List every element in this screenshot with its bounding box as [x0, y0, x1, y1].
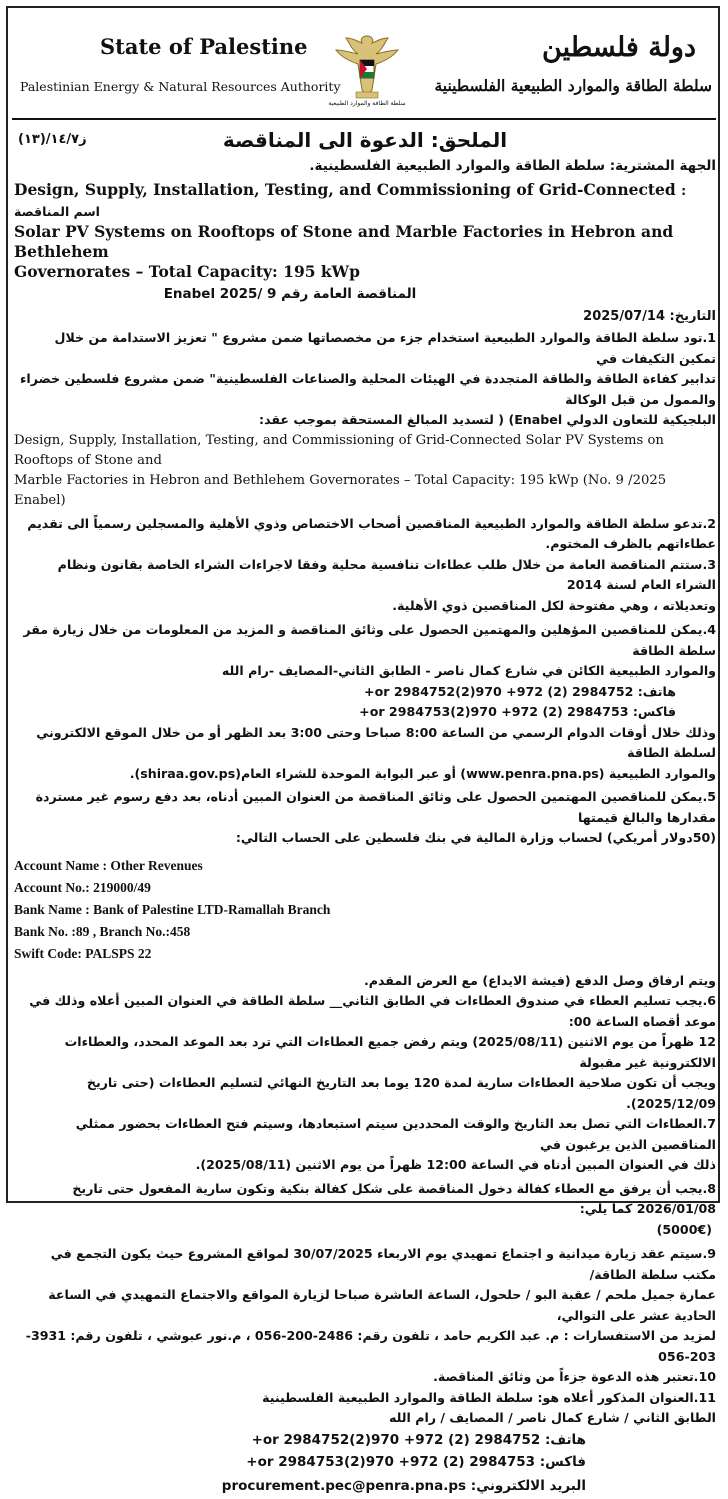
p5-line-1: 5.يمكن للمناقصين المهتمين الحصول على وثائق المناقصة من العنوان المبين أدناه، بعد دفع رسوم غير مستردة مقدارها والبالغ قيمتها: [35, 789, 716, 825]
p9-line-3: لمزيد من الاستفسارات : م. عبد الكريم حامد ، تلفون رقم: 2486-200-056 ، م.نور عبوشي ، تلفون رقم: 3931-203-056: [25, 1328, 716, 1364]
tender-name-line-2: Solar PV Systems on Rooftops of Stone and Marble Factories in Hebron and Bethlehem: [14, 222, 674, 261]
header-divider: [12, 118, 716, 120]
p4-fax: فاكس: 2984753 (2) 972+ or 2984753(2)970+: [359, 704, 676, 719]
header-en-title: State of Palestine: [100, 34, 308, 59]
title-row: [14, 124, 716, 154]
account-name: Account Name : Other Revenues: [14, 857, 203, 873]
paragraph-1: [14, 328, 716, 511]
p4-line-3: وذلك خلال أوقات الدوام الرسمي من الساعة 8:00 صباحا وحتى 3:00 بعد الظهر أو من خلال الموقع الالكتروني لسلطة الطاقة: [36, 724, 716, 760]
p1-line-2: تدابير كفاءة الطاقة والطاقة المتجددة في الهيئات المحلية والصناعات الفلسطينية" ضمن مشروع فلسطين خضراء والممول من قبل الوكالة: [19, 371, 716, 407]
p8-amount: (5000€): [656, 1221, 712, 1237]
tender-number: المناقصة العامة رقم 9 /2025 Enabel: [163, 286, 417, 302]
p7-line-2: ذلك في العنوان المبين أدناه في الساعة 12:00 ظهراً من يوم الاثنين (2025/08/11).: [195, 1157, 716, 1172]
p11-line-1: 11.العنوان المذكور أعلاه هو: سلطة الطاقة والموارد الطبيعية الفلسطينية: [262, 1389, 716, 1405]
p1-en-line-2: Marble Factories in Hebron and Bethlehem Governorates – Total Capacity: 195 kWp (No. 9 /2025 Enabel): [14, 472, 667, 508]
p1-en-line-1: Design, Supply, Installation, Testing, and Commissioning of Grid-Connected Solar PV Systems on Rooftops of Stone and: [14, 432, 664, 468]
bank-name: Bank Name : Bank of Palestine LTD-Ramallah Branch: [14, 901, 331, 917]
letterhead: [14, 30, 714, 110]
p8-line-1: 8.يجب أن يرفق مع العطاء كفالة دخول المناقصة على شكل كفالة بنكية وتكون سارية المفعول حتى تاريخ 2026/01/08 كما يلي:: [72, 1180, 716, 1216]
notice-reference: ز١٤/٧/(١٣): [18, 132, 87, 147]
p11-line-2: الطابق الثاني / شارع كمال ناصر / المصايف / رام الله: [389, 1410, 716, 1425]
p5-line-2: (50دولار أمريكي) لحساب وزارة المالية في بنك فلسطين على الحساب التالي:: [235, 830, 716, 845]
p5-line-3: ويتم ارفاق وصل الدفع (فيشة الايداع) مع العرض المقدم.: [364, 972, 716, 988]
account-number: Account No.: 219000/49: [14, 879, 151, 895]
paragraph-11: [14, 1388, 716, 1499]
bank-account: [14, 855, 716, 965]
tender-name-text-1: Design, Supply, Installation, Testing, and Commissioning of Grid-Connected: [14, 180, 676, 199]
tender-name-line-3: Governorates – Total Capacity: 195 kWp: [14, 262, 360, 281]
p3-line-1: 3.ستتم المناقصة العامة من خلال طلب عطاءات تنافسية محلية وفقا لاجراءات الشراء الخاصة بقانون ونظام الشراء العام لسنة 2014: [57, 556, 716, 592]
p6-line-3: ويجب أن تكون صلاحية العطاءات سارية لمدة 120 يوما بعد التاريخ النهائي لتسليم العطاءات (حتى تاريخ 2025/12/09).: [86, 1075, 716, 1111]
paragraph-8: [14, 1179, 716, 1241]
p4-phone: هاتف: 2984752 (2) 972+ or 2984752(2)970+: [364, 683, 676, 699]
p7-line-1: 7.العطاءات التي تصل بعد التاريخ والوقت المحددين سيتم استبعادها، وسيتم فتح العطاءات بحضور ممثلي المناقصين الذين يرغبون في: [75, 1116, 716, 1152]
notice-body: [14, 124, 716, 1499]
paragraph-10: 10.تعتبر هذه الدعوة جزءاً من وثائق المناقصة.: [433, 1369, 716, 1384]
notice-title: الملحق: الدعوة الى المناقصة: [222, 128, 508, 152]
header-en-subtitle: Palestinian Energy & Natural Resources Authority: [20, 79, 341, 94]
swift-code: Swift Code: PALSPS 22: [14, 945, 152, 961]
p11-fax: فاكس: 2984753 (2) 972+ or 2984753(2)970+: [246, 1453, 586, 1470]
paragraph-2: 2.تدعو سلطة الطاقة والموارد الطبيعية المناقصين أصحاب الاختصاص وذوي الأهلية والمسجلين رسمياً الى تقديم عطاءاتهم بالظرف المختوم.: [27, 515, 716, 551]
p1-line-1: 1.تود سلطة الطاقة والموارد الطبيعية استخدام جزء من مخصصاتها ضمن مشروع " تعزيز الاستدامة من خلال تمكين التكيفات في: [54, 330, 716, 366]
tender-name: [14, 180, 716, 282]
tender-name-line-1: [14, 180, 716, 222]
tender-name-label: : اسم المناقصة: [14, 183, 687, 219]
purchaser: الجهة المشترية: سلطة الطاقة والموارد الطبيعية الفلسطينية.: [309, 158, 716, 174]
paragraph-7: [14, 1114, 716, 1176]
p1-line-3: البلجيكية للتعاون الدولي Enabel) ( لتسديد المبالغ المستحقة بموجب عقد:: [259, 412, 716, 427]
paragraph-5: [14, 787, 716, 849]
paragraph-9: [14, 1244, 716, 1367]
p6-line-2: 12 ظهراً من يوم الاثنين (2025/08/11) ويتم رفض جميع العطاءات التي ترد بعد الموعد المحدد، والعطاءات الالكترونية غير مقبولة: [64, 1034, 716, 1070]
p9-line-2: عمارة جميل ملحم / عقبة البو / حلحول، الساعة العاشرة صباحا لزيارة المواقع والاجتماع التمهيدي في الساعة الحادية عشر على التوالي،: [48, 1287, 716, 1323]
paragraph-6: [14, 991, 716, 1114]
p11-email: البريد الالكتروني: procurement.pec@penra.pna.ps: [221, 1477, 586, 1494]
palestine-eagle-emblem: [332, 30, 402, 108]
p3-line-2: وتعديلاته ، وهي مفتوحة لكل المناقصين ذوي الأهلية.: [392, 597, 716, 613]
emblem-caption: سلطة الطاقة والموارد الطبيعية: [328, 100, 406, 107]
p9-line-1: 9.سيتم عقد زيارة ميدانية و اجتماع تمهيدي يوم الاربعاء 30/07/2025 لمواقع المشروع حيث يكون التجمع في مكتب سلطة الطاقة/: [50, 1246, 716, 1282]
paragraph-3: [14, 555, 716, 617]
p6-line-1: 6.يجب تسليم العطاء في صندوق العطاءات في الطابق الثاني__ سلطة الطاقة في العنوان المبين أعلاه وذلك في موعد أقصاه الساعة 00:: [29, 993, 716, 1029]
notice-date: التاريخ: 2025/07/14: [583, 309, 716, 324]
p4-line-1: 4.يمكن للمناقصين المؤهلين والمهتمين الحصول على وثائق المناقصة و المزيد من المعلومات من خلال زيارة مقر سلطة الطاقة: [23, 622, 716, 658]
bank-branch: Bank No. :89 , Branch No.:458: [14, 923, 191, 939]
p4-line-2: والموارد الطبيعية الكائن في شارع كمال ناصر - الطابق الثاني-المصايف -رام الله: [221, 663, 716, 678]
header-ar-title: دولة فلسطين: [542, 32, 696, 63]
header-ar-subtitle: سلطة الطاقة والموارد الطبيعية الفلسطينية: [434, 76, 712, 95]
p4-line-4: والموارد الطبيعية (www.penra.pna.ps) أو عبر البوابة الموحدة للشراء العام(shiraa.gov.ps).: [129, 765, 716, 781]
paragraph-4: [14, 620, 716, 784]
p11-phone: هاتف: 2984752 (2) 972+ or 2984752(2)970+: [251, 1431, 586, 1448]
